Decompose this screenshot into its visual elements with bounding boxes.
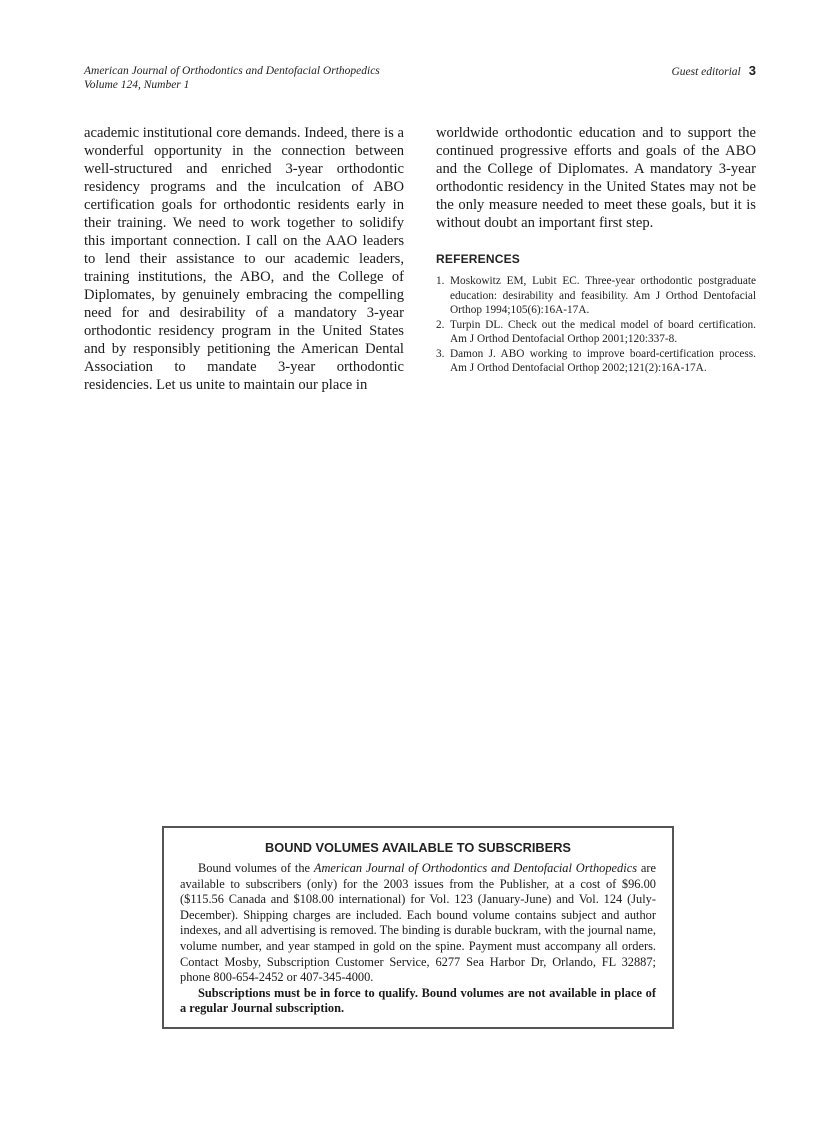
- body-paragraph-left: academic institutional core demands. Indeed, there is a wonderful opportunity in the connection between well-structured and enriched 3-year orthodontic residency programs and the inculcation of ABO certification goals for orthodontic residents early in their training. We need to work together to solidify this important connection. I call on the AAO leaders to lend their assistance to our academic leaders, training institutions, the ABO, and the College of Diplomates, by genuinely embracing the compelling need for and desirability of a mandatory 3-year orthodontic residency program in the United States and by responsibly petitioning the American Dental Association to mandate 3-year orthodontic residencies. Let us unite to maintain our place in: [84, 125, 404, 393]
- reference-number: 3.: [436, 347, 445, 360]
- notice-prefix: Bound volumes of the: [198, 861, 314, 875]
- references-heading: REFERENCES: [436, 252, 521, 266]
- notice-body: are available to subscribers (only) for the 2003 issues from the Publisher, at a cost of $96.00 ($115.56 Canada and $108.00 international) for Vol. 123 (January-June) and Vol. 124 (July-December). Shipping charges are included. Each bound volume contains subject and author indexes, and all advertising is removed. The binding is durable buckram, with the journal name, volume number, and year stamped in gold on the spine. Payment must accompany all orders. Contact Mosby, Subscription Customer Service, 6277 Sea Harbor Dr, Orlando, FL 32887; phone 800-654-2452 or 407-345-4000.: [180, 861, 656, 985]
- references-list: [436, 274, 756, 376]
- reference-number: 1.: [436, 275, 445, 287]
- notice-journal-name: American Journal of Orthodontics and Dentofacial Orthopedics: [313, 861, 638, 875]
- journal-title: American Journal of Orthodontics and Dentofacial Orthopedics: [84, 65, 380, 77]
- body-paragraph-right: worldwide orthodontic education and to support the continued progressive efforts and goals of the ABO and the College of Diplomates. A mandatory 3-year orthodontic residency in the United States may not be the only measure needed to meet these goals, but it is without doubt an important first step.: [436, 125, 756, 231]
- running-head-left: [84, 64, 380, 92]
- page-number: 3: [748, 63, 756, 78]
- left-column: [84, 124, 404, 394]
- notice-requirement: Subscriptions must be in force to qualify. Bound volumes are not available in place of a regular Journal subscription.: [180, 985, 656, 1016]
- reference-item: [436, 274, 756, 318]
- bound-volumes-notice-box: [162, 826, 674, 1029]
- reference-item: [436, 347, 756, 376]
- reference-number: 2.: [436, 318, 445, 331]
- section-label: Guest editorial: [671, 66, 741, 78]
- running-head-right: [671, 64, 756, 79]
- reference-item: [436, 318, 756, 347]
- reference-text: Damon J. ABO working to improve board-certification process. Am J Orthod Dentofacial Orthop 2002;121(2):16A-17A.: [450, 347, 756, 374]
- right-column: [436, 124, 756, 376]
- notice-title: BOUND VOLUMES AVAILABLE TO SUBSCRIBERS: [265, 840, 571, 855]
- volume-issue: Volume 124, Number 1: [84, 79, 190, 91]
- notice-paragraph: [180, 861, 656, 986]
- reference-text: Turpin DL. Check out the medical model of board certification. Am J Orthod Dentofacial Orthop 2001;120:337-8.: [450, 318, 756, 345]
- reference-text: Moskowitz EM, Lubit EC. Three-year orthodontic postgraduate education: desirability and feasibility. Am J Orthod Dentofacial Orthop 1994;105(6):16A-17A.: [450, 275, 756, 316]
